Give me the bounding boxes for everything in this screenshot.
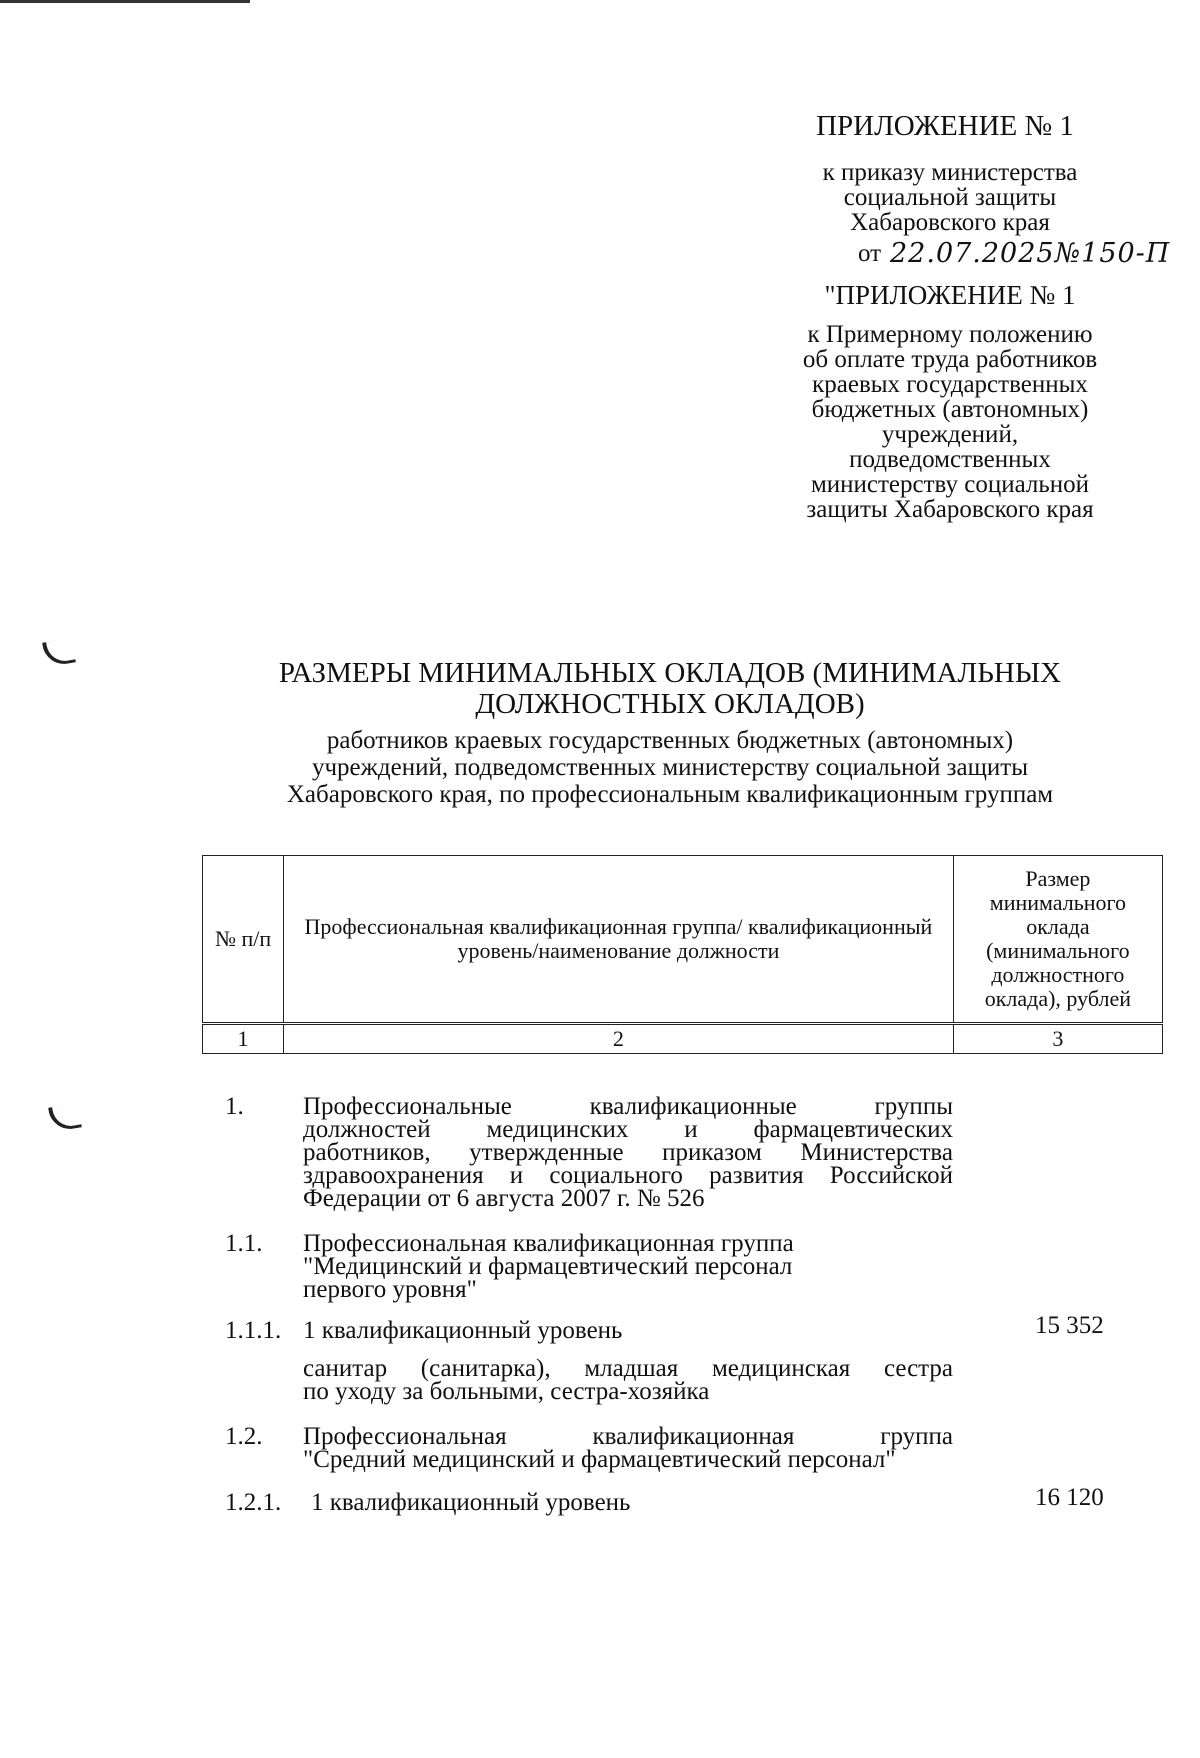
order-prefix: от [858,240,882,267]
order-date-number: 22.07.2025№150-П [890,238,1171,269]
regulation-line: подведомственных [849,446,1051,473]
row-number: 1.2.1. [225,1489,282,1516]
row-text [311,1491,961,1514]
regulation-line: защиты Хабаровского края [806,496,1094,523]
row-text-line: Профессиональные квалификационные группы [303,1093,953,1120]
row-number: 1.2. [225,1423,263,1450]
order-reference-line: к приказу министерства [822,159,1078,186]
row-text-line: Федерации от 6 августа 2007 г. № 526 [303,1185,705,1212]
column-header-salary: Размер минимального оклада (минимального должностного оклада), рублей [953,856,1162,1024]
order-reference-line: Хабаровского края [850,209,1050,236]
document-title-line: РАЗМЕРЫ МИНИМАЛЬНЫХ ОКЛАДОВ (МИНИМАЛЬНЫХ [278,657,1062,689]
row-text-line: работников, утвержденные приказом Министерства [303,1139,953,1166]
row-text [303,1319,953,1342]
punch-hole-mark [48,1103,82,1133]
table-row [225,1491,955,1517]
column-number: 1 [203,1024,284,1054]
row-text-line: "Средний медицинский и фармацевтический персонал" [303,1446,896,1473]
column-number: 2 [284,1024,954,1054]
row-number: 1.1.1. [225,1317,282,1344]
row-text-line: Профессиональная квалификационная группа [303,1423,953,1450]
document-subtitle-line: работников краевых государственных бюджетных (автономных) [326,727,1014,754]
row-text [303,1232,953,1301]
salary-value: 16 120 [1035,1484,1104,1511]
order-reference [770,160,1130,235]
appendix-title-2: "ПРИЛОЖЕНИЕ № 1 [824,280,1076,310]
row-text-line: "Медицинский и фармацевтический персонал [303,1253,793,1280]
table-row [225,1319,955,1345]
table-row [225,1232,955,1307]
row-text [303,1095,953,1210]
row-text-line: должностей медицинских и фармацевтических [303,1116,953,1143]
regulation-line: краевых государственных [812,371,1088,398]
regulation-line: учреждений, [881,421,1019,448]
row-number: 1.1. [225,1230,263,1257]
row-text-line: по уходу за больными, сестра-хозяйка [303,1378,710,1405]
row-text-line: первого уровня" [303,1276,477,1303]
row-text-line: Профессиональная квалификационная группа [303,1230,794,1257]
row-text [303,1357,953,1403]
column-number: 3 [953,1024,1162,1054]
regulation-line: об оплате труда работников [802,346,1098,373]
row-text-line: санитар (санитарка), младшая медицинская сестра [303,1355,953,1382]
row-number: 1. [225,1093,244,1120]
regulation-reference [770,322,1130,522]
row-text-line: 1 квалификационный уровень [303,1317,623,1344]
salary-table-header [202,855,1163,1054]
row-text-line: 1 квалификационный уровень [311,1489,631,1516]
document-title [190,658,1150,720]
scan-edge-line [0,0,250,3]
column-header-position: Профессиональная квалификационная группа/ квалификационный уровень/наименование должности [284,856,954,1024]
document-subtitle [190,727,1150,808]
table-row [225,1095,955,1215]
table-row [225,1357,955,1407]
regulation-line: министерству социальной [810,471,1090,498]
row-text-line: здравоохранения и социального развития Российской [303,1162,953,1189]
regulation-line: бюджетных (автономных) [811,396,1089,423]
order-reference-line: социальной защиты [843,184,1057,211]
table-row [225,1425,955,1475]
document-subtitle-line: учреждений, подведомственных министерству социальной защиты [311,754,1028,781]
document-title-line: ДОЛЖНОСТНЫХ ОКЛАДОВ) [475,688,865,720]
appendix-title: ПРИЛОЖЕНИЕ № 1 [816,110,1074,142]
salary-value: 15 352 [1035,1312,1104,1339]
row-text [303,1425,953,1471]
document-subtitle-line: Хабаровского края, по профессиональным квалификационным группам [286,781,1054,808]
punch-hole-mark [42,638,76,668]
column-header-number: № п/п [203,856,284,1024]
regulation-line: к Примерному положению [807,321,1093,348]
